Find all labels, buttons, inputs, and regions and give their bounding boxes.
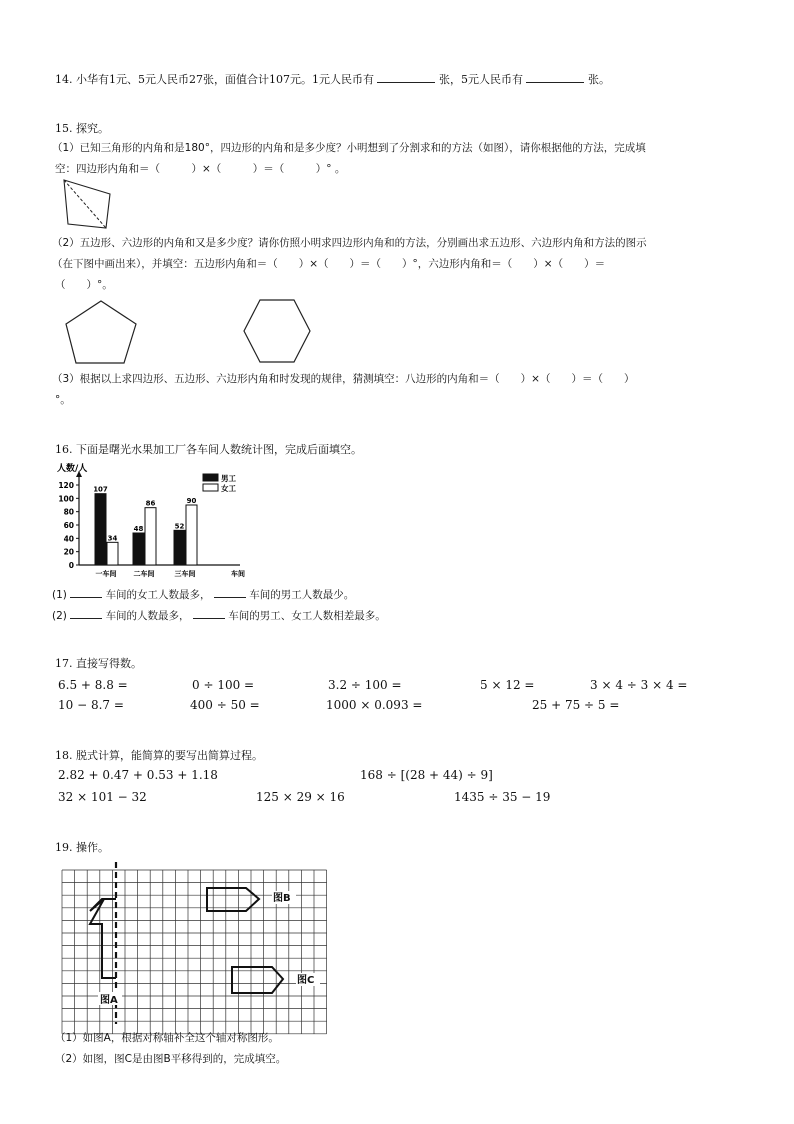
pentagon-shape [66, 301, 136, 363]
q14-blank-1[interactable] [377, 71, 435, 83]
q15-p2-line3: （ ）°。 [55, 279, 113, 291]
q16-label-1: (1) [52, 589, 67, 601]
legend-swatch-1 [203, 474, 218, 481]
y-tick-label: 0 [68, 561, 74, 570]
q17-item-5: 3 × 4 ÷ 3 × 4 = [590, 678, 688, 692]
q18-item-2: 168 ÷ [(28 + 44) ÷ 9] [360, 768, 493, 782]
q16-blank-1a[interactable] [70, 586, 102, 598]
q18-item-4: 125 × 29 × 16 [256, 790, 345, 804]
q17-item-3: 3.2 ÷ 100 = [328, 678, 402, 692]
diagonal-dashed-line [64, 180, 106, 228]
bar-value-label: 48 [133, 525, 144, 533]
category-label-3: 三车间 [174, 570, 196, 578]
y-axis-label: 人数/人 [57, 464, 88, 474]
q14-text-b: 张，5元人民币有 [438, 73, 523, 86]
figure-b-label: 图B [273, 893, 291, 904]
figure-a-label: 图A [100, 995, 118, 1006]
q19-title: 19. 操作。 [55, 841, 109, 854]
q16-text-2c: 车间的男工、女工人数相差最多。 [228, 610, 386, 622]
question-14 [55, 71, 610, 87]
q16-label-2: (2) [52, 610, 67, 622]
q19-p1: （1）如图A，根据对称轴补全这个轴对称图形。 [55, 1032, 279, 1044]
y-tick-label: 40 [63, 534, 74, 544]
figure-c-label: 图C [297, 975, 315, 986]
bar-male-3 [174, 530, 185, 565]
y-tick-label: 120 [58, 481, 74, 490]
bar-value-label: 34 [107, 534, 118, 543]
q15-p1-line1: （1）已知三角形的内角和是180°，四边形的内角和是多少度？小明想到了分割求和的方法（如图），请你根据他的方法，完成填 [52, 142, 646, 154]
q16-text-2b: 车间的人数最多， [105, 610, 190, 622]
bar-value-label: 107 [93, 485, 108, 494]
bar-chart [55, 462, 250, 582]
bar-value-label: 86 [145, 499, 156, 508]
quadrilateral-figure [54, 176, 114, 234]
hexagon-shape [244, 300, 310, 362]
bar-male-2 [133, 533, 144, 565]
q14-blank-2[interactable] [526, 71, 584, 83]
q18-item-1: 2.82 + 0.47 + 0.53 + 1.18 [58, 768, 218, 782]
q16-blank-2a[interactable] [70, 607, 102, 619]
y-tick-label: 60 [63, 521, 74, 530]
q14-text-a: 14. 小华有1元、5元人民币27张，面值合计107元。1元人民币有 [55, 73, 374, 86]
q14-text-c: 张。 [587, 73, 610, 86]
bar-female-1 [107, 542, 118, 565]
q17-item-7: 400 ÷ 50 = [190, 698, 260, 712]
q15-p1-line2: 空：四边形内角和＝（ ）×（ ）＝（ ）° 。 [55, 163, 346, 175]
y-tick-label: 80 [63, 507, 74, 517]
pentagon-figure[interactable] [64, 298, 140, 368]
q19-p2: （2）如图，图C是由图B平移得到的，完成填空。 [55, 1053, 287, 1065]
q15-p2-line1: （2）五边形、六边形的内角和又是多少度？请你仿照小明求四边形内角和的方法，分别画出求五边形、六边形内角和方法的图示 [52, 237, 647, 249]
quadrilateral-shape [64, 180, 110, 228]
q16-blank-line-2 [52, 607, 386, 624]
legend-swatch-2 [203, 484, 218, 491]
bar-male-1 [95, 494, 106, 565]
category-label-2: 二车间 [133, 570, 155, 578]
q17-item-4: 5 × 12 = [480, 678, 535, 692]
q18-item-3: 32 × 101 − 32 [58, 790, 147, 804]
bar-female-3 [186, 505, 197, 565]
q18-title: 18. 脱式计算，能简算的要写出简算过程。 [55, 749, 263, 762]
bar-value-label: 52 [174, 522, 185, 531]
q17-item-8: 1000 × 0.093 = [326, 698, 423, 712]
q16-text-1c: 车间的男工人数最少。 [249, 589, 355, 601]
bar-female-2 [145, 508, 156, 565]
q15-title: 15. 探究。 [55, 122, 109, 135]
q18-item-5: 1435 ÷ 35 − 19 [454, 790, 551, 804]
legend-label-1: 男工 [221, 474, 236, 483]
q16-blank-1b[interactable] [214, 586, 246, 598]
q17-item-1: 6.5 + 8.8 = [58, 678, 128, 692]
y-tick-label: 100 [58, 494, 74, 504]
q16-blank-line-1 [52, 586, 354, 603]
q15-p3-line2: °。 [55, 394, 71, 406]
q17-item-2: 0 ÷ 100 = [192, 678, 255, 692]
q15-p2-line2: （在下图中画出来），并填空：五边形内角和＝（ ）×（ ）＝（ ）°，六边形内角和＝（ ）×（ ）＝ [52, 258, 606, 270]
q16-title: 16. 下面是曙光水果加工厂各车间人数统计图，完成后面填空。 [55, 443, 362, 456]
q17-item-9: 25 + 75 ÷ 5 = [532, 698, 620, 712]
operation-grid[interactable] [60, 862, 330, 1027]
category-label-1: 一车间 [95, 570, 117, 578]
q15-p3-line1: （3）根据以上求四边形、五边形、六边形内角和时发现的规律，猜测填空：八边形的内角和＝（ ）×（ ）＝（ ） [52, 373, 635, 385]
y-tick-label: 20 [63, 547, 74, 557]
q16-blank-2b[interactable] [193, 607, 225, 619]
hexagon-figure[interactable] [242, 298, 314, 366]
bar-value-label: 90 [186, 497, 197, 505]
legend-label-2: 女工 [221, 484, 236, 493]
x-axis-label: 车间 [231, 570, 245, 578]
q16-text-1b: 车间的女工人数最多， [105, 589, 211, 601]
q17-item-6: 10 − 8.7 = [58, 698, 124, 712]
q17-title: 17. 直接写得数。 [55, 657, 142, 670]
